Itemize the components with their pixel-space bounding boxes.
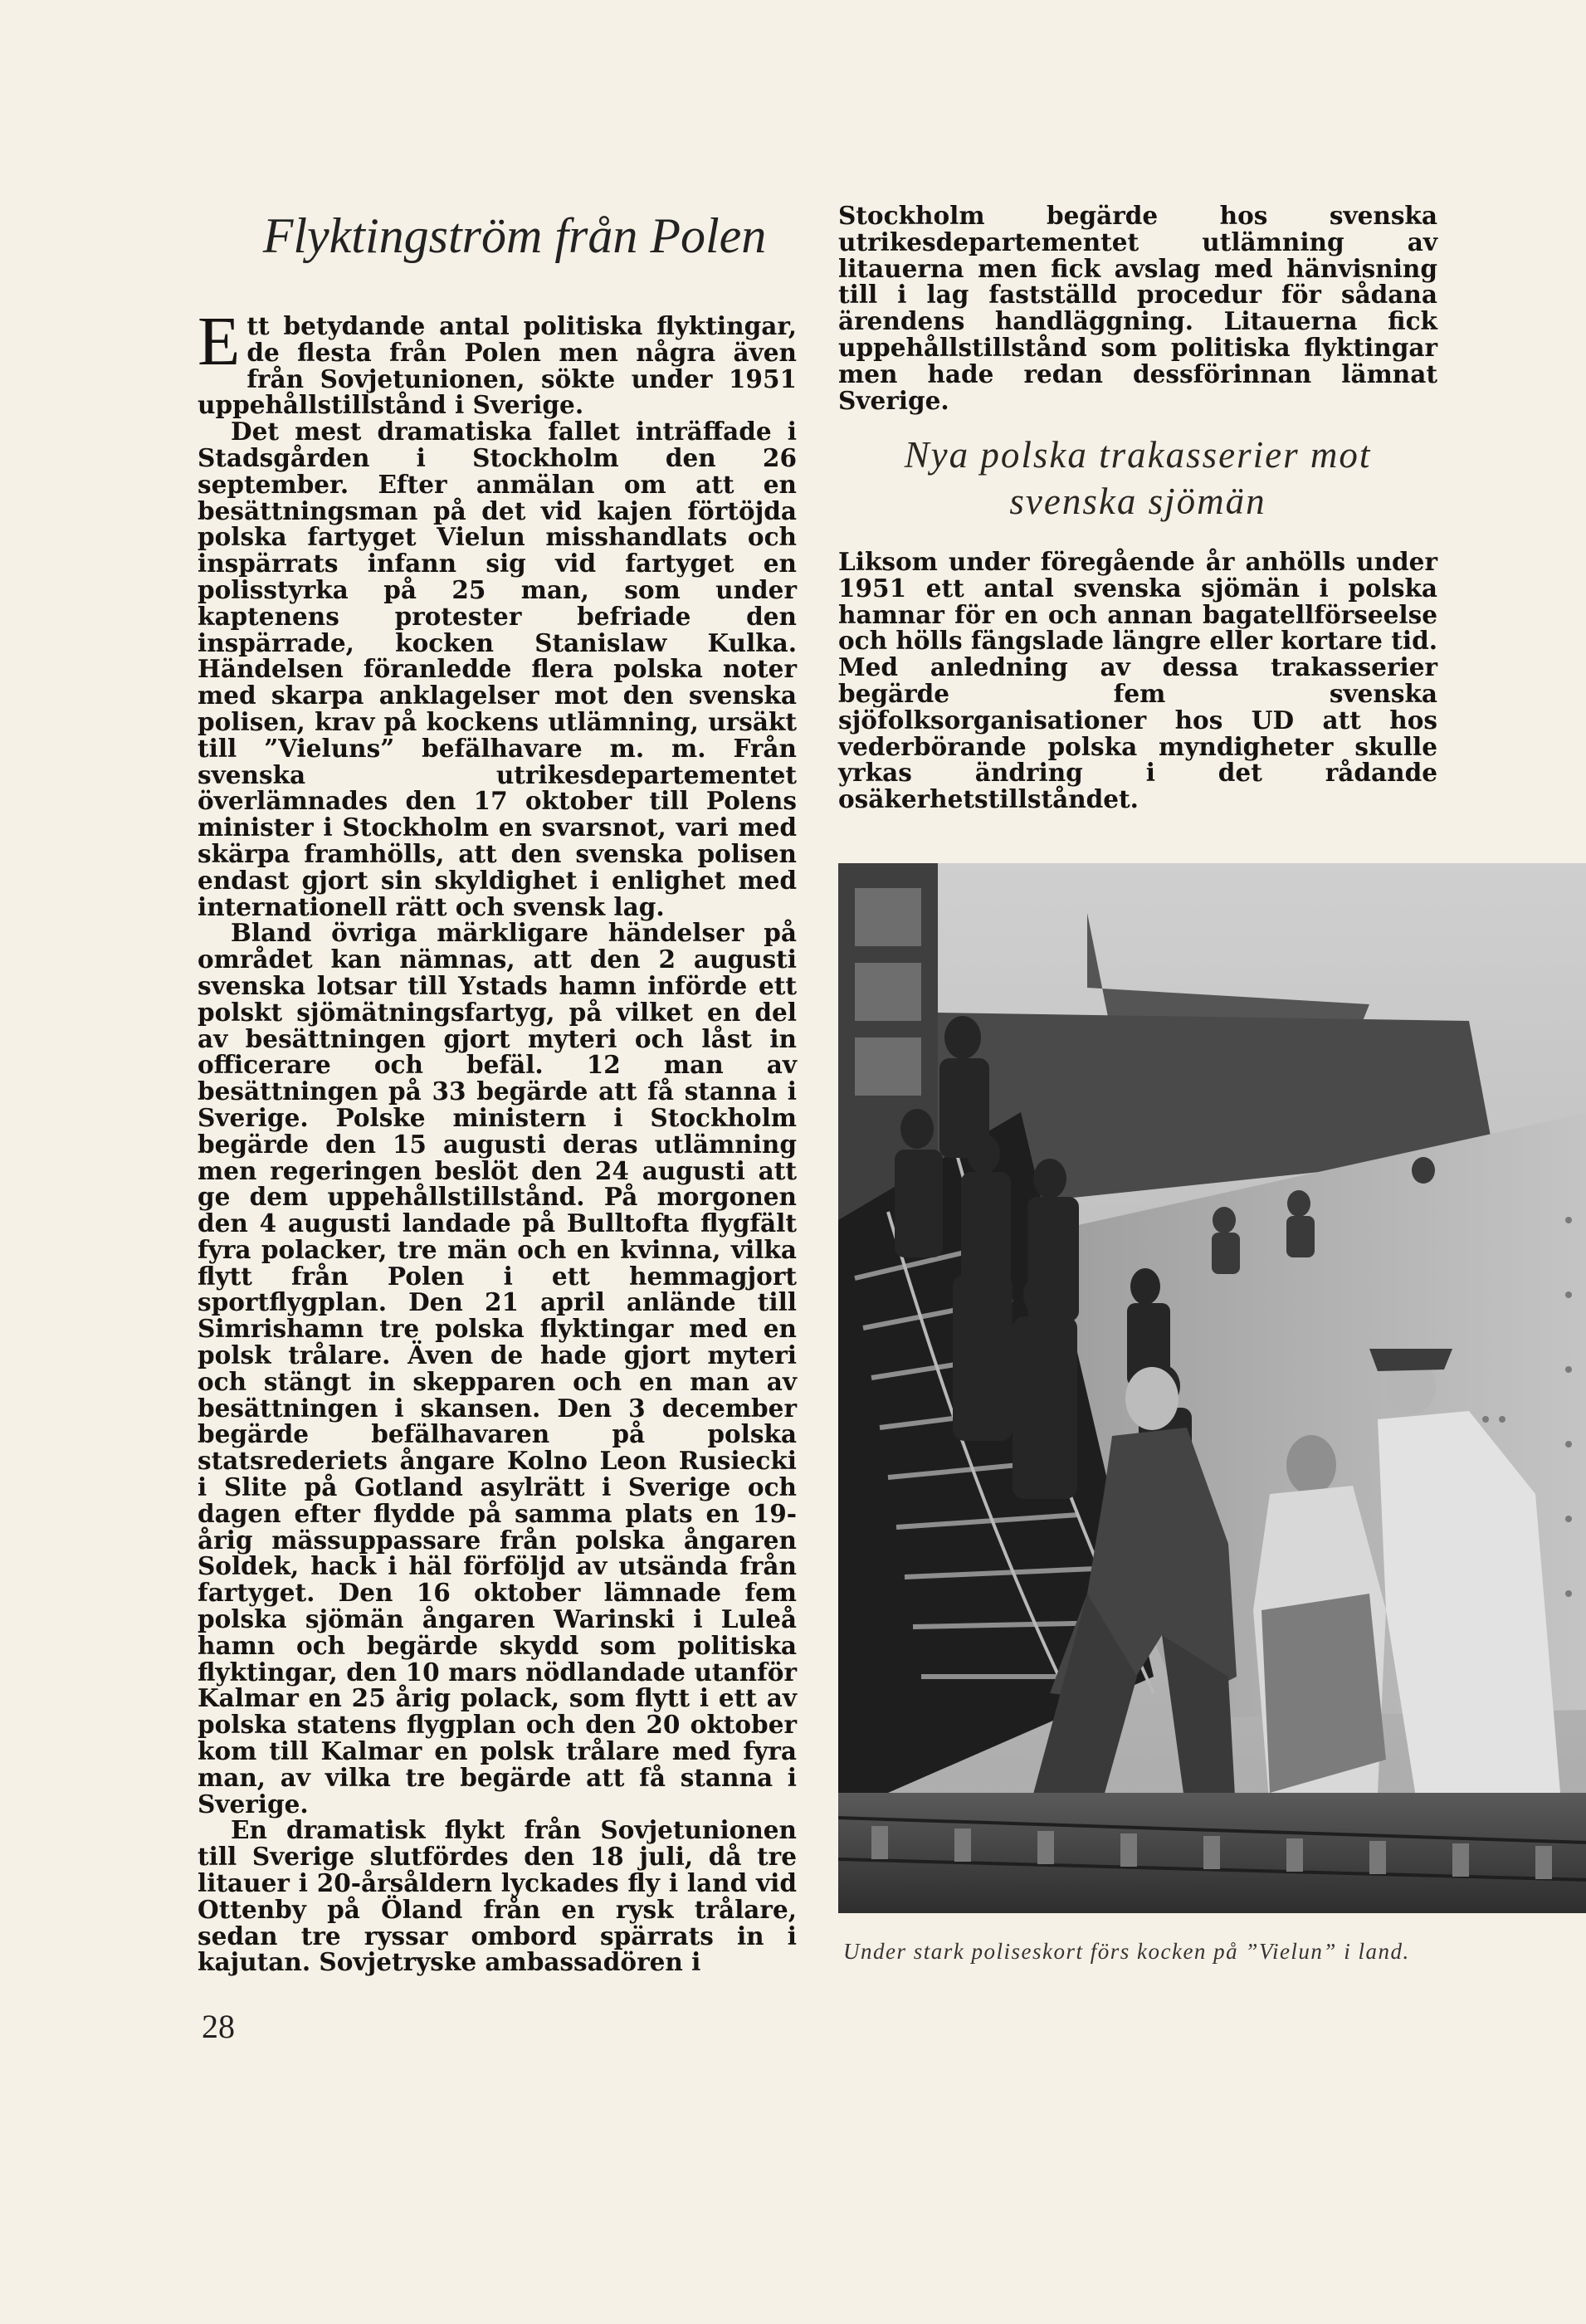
right-column-top — [838, 203, 1437, 413]
paragraph-continuation: Stockholm begärde hos svenska utrikesdepartementet utlämning av litauerna men fick avslag med hänvisning till i lag fastställd procedur för sådana ärendens handläggning. Litauerna fick uppehållstillstånd som politiska flyktingar men hade redan dessförinnan lämnat Sverige. — [838, 201, 1437, 415]
section-title-line-2: svenska sjömän — [1009, 481, 1266, 522]
article-title: Flyktingström från Polen — [262, 208, 767, 263]
paragraph-stadsgarden: Det mest dramatiska fallet inträffade i Stadsgården i Stockholm den 26 september. Efter anmälan om att en besättningsman på det vid kajen förtöjda polska fartyget Vielun misshandlats och inspärrats infann sig vid fartyget en polisstyrka på 25 man, som under kaptenens protester befriade den inspärrade, kocken Stanislaw Kulka. Händelsen föranledde flera polska noter med skarpa anklagelser mot den svenska polisen, krav på kockens utlämning, ursäkt till ”Vieluns” befälhavare m. m. Från svenska utrikesdepartementet överlämnades den 17 oktober till Polens minister i Stockholm en svarsnot, vari med skärpa framhölls, att den svenska polisen endast gjort sin skyldighet i enlighet med internationell rätt och svensk lag. — [198, 417, 797, 921]
drop-cap: E — [198, 303, 241, 380]
left-column — [198, 303, 797, 1977]
right-column-body — [838, 549, 1437, 813]
section-paragraph: Liksom under föregående år anhölls under 1951 ett antal svenska sjömän i polska hamnar för en och annan bagatellförseelse och hölls fängslade längre eller kortare tid. Med anledning av dessa trakasserier begärde fem svenska sjöfolksorganisationer hos UD att hos vederbörande polska myndigheter skulle yrkas ändring i det rådande osäkerhetstillståndet. — [838, 547, 1437, 814]
paragraph-soviet-escape: En dramatisk flykt från Sovjetunionen till Sverige slutfördes den 18 juli, då tre litauer i 20-årsåldern lyckades fly i land vid Ottenby på Öland från en rysk trålare, sedan tre ryssar ombord spärrats in i kajutan. Sovjetryske ambassadören i — [198, 1815, 797, 1977]
paragraph-other-events: Bland övriga märkligare händelser på området kan nämnas, att den 2 augusti svenska lotsar till Ystads hamn införde ett polskt sjömätningsfartyg, på vilket en del av besättningen gjort myteri och låst in officerare och befäl. 12 man av besättningen på 33 begärde att få stanna i Sverige. Polske ministern i Stockholm begärde den 15 augusti deras utlämning men regeringen beslöt den 24 augusti att ge dem uppehållstillstånd. På morgonen den 4 augusti landade på Bulltofta flygfält fyra polacker, tre män och en kvinna, vilka flytt från Polen i ett hemmagjort sportflygplan. Den 21 april anlände till Simrishamn tre polska flyktingar med en polsk trålare. Även de hade gjort myteri och stängt in skepparen och en man av besättningen i skansen. Den 3 december begärde befälhavaren på polska statsrederiets ångare Kolno Leon Rusiecki i Slite på Gotland asylrätt i Sverige och dagen efter flydde på samma plats en 19-årig mässuppassare från polska ångaren Soldek, hack i häl förföljd av utsända från fartyget. Den 16 oktober lämnade fem polska sjömän ångaren Warinski i Luleå hamn och begärde skydd som politiska flyktingar, den 10 mars nödlandade utanför Kalmar en 25 årig polack, som flytt i ett av polska statens flygplan och den 20 oktober kom till Kalmar en polsk trålare med fyra man, av vilka tre begärde att få stanna i Sverige. — [198, 918, 797, 1819]
photo-caption: Under stark poliseskort förs kocken på ”Vielun” i land. — [843, 1939, 1410, 1964]
section-title — [838, 432, 1437, 525]
news-photo — [838, 863, 1586, 1913]
page-number: 28 — [202, 2008, 235, 2045]
section-title-line-1: Nya polska trakasserier mot — [904, 434, 1372, 476]
photo-illustration — [838, 863, 1586, 1913]
lead-paragraph — [198, 303, 797, 420]
lead-text: tt betydande antal politiska flyktingar, de flesta från Polen men några även från Sovjetunionen, sökte under 1951 uppehållstillstånd i Sverige. — [198, 311, 797, 420]
